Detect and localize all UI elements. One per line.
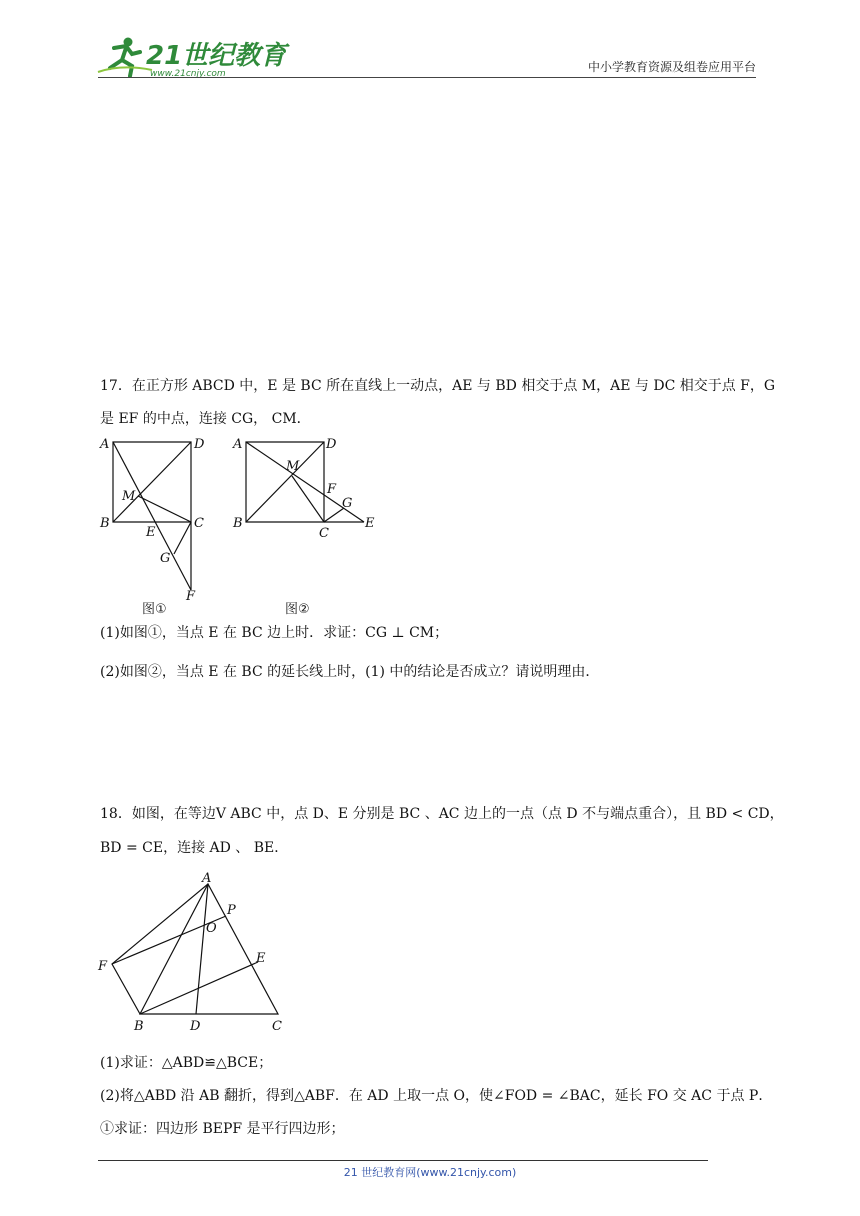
line-cg <box>324 508 344 522</box>
label-a: A <box>202 871 212 886</box>
fig1-caption: 图① <box>142 602 167 617</box>
label-b: B <box>100 516 110 531</box>
label-c: C <box>194 516 204 531</box>
diagonal-bd <box>113 442 191 522</box>
q17-figure-1 <box>96 430 216 602</box>
q17-part1: (1)如图①，当点 E 在 BC 边上时．求证：CG ⊥ CM； <box>100 625 449 641</box>
line-be <box>140 962 258 1014</box>
label-e: E <box>365 516 375 531</box>
diagonal-bd <box>246 442 324 522</box>
triangle-abc <box>140 884 278 1014</box>
q17-line1: 17．在正方形 ABCD 中，E 是 BC 所在直线上一动点，AE 与 BD 相交于点 M，AE 与 DC 相交于点 F，G <box>100 378 776 394</box>
label-e: E <box>256 951 266 966</box>
label-e: E <box>146 525 156 540</box>
footer-text: 21 世纪教育网(www.21cnjy.com) <box>343 1166 517 1179</box>
q18-part2: (2)将△ABD 沿 AB 翻折，得到△ABF．在 AD 上取一点 O，使∠FOD = ∠BAC，延长 FO 交 AC 于点 P． <box>100 1088 773 1104</box>
label-d: D <box>194 437 205 452</box>
label-c: C <box>319 526 329 541</box>
logo-url: www.21cnjy.com <box>150 69 226 79</box>
line-cm <box>138 496 191 522</box>
label-p: P <box>227 903 236 918</box>
footer-divider <box>98 1160 708 1161</box>
label-d: D <box>190 1019 201 1034</box>
label-c: C <box>272 1019 282 1034</box>
label-b: B <box>233 516 243 531</box>
label-a: A <box>100 437 110 452</box>
runner-logo-icon <box>98 38 152 77</box>
line-cg <box>174 522 191 554</box>
q18-line2: BD = CE，连接 AD 、 BE． <box>100 840 289 856</box>
q17-figure-2 <box>230 430 380 542</box>
label-a: A <box>233 437 243 452</box>
label-f: F <box>98 959 108 974</box>
label-g: G <box>160 551 171 566</box>
header-platform-text: 中小学教育资源及组卷应用平台 <box>587 60 756 74</box>
q18-part1: (1)求证：△ABD≌△BCE； <box>100 1055 273 1071</box>
label-m: M <box>286 459 300 474</box>
header-divider <box>98 77 756 78</box>
label-f: F <box>327 482 337 497</box>
label-m: M <box>122 489 136 504</box>
fig2-caption: 图② <box>285 602 310 617</box>
label-g: G <box>342 496 353 511</box>
q17-part2: (2)如图②，当点 E 在 BC 的延长线上时，(1) 中的结论是否成立？请说明理由． <box>100 664 600 680</box>
line-cm <box>292 476 324 522</box>
label-b: B <box>134 1019 144 1034</box>
triangle-abf-sides <box>112 884 208 1014</box>
q18-figure <box>96 866 296 1036</box>
logo-text: 21世纪教育 <box>146 41 287 71</box>
q18-line1: 18．如图，在等边V ABC 中，点 D、E 分别是 BC 、AC 边上的一点（点 D 不与端点重合），且 BD < CD， <box>100 806 784 822</box>
label-o: O <box>206 921 217 936</box>
q17-line2: 是 EF 的中点，连接 CG， CM． <box>100 411 311 427</box>
label-f: F <box>186 589 196 604</box>
label-d: D <box>326 437 337 452</box>
q18-part2a: ①求证：四边形 BEPF 是平行四边形； <box>100 1121 345 1137</box>
logo <box>92 34 287 80</box>
